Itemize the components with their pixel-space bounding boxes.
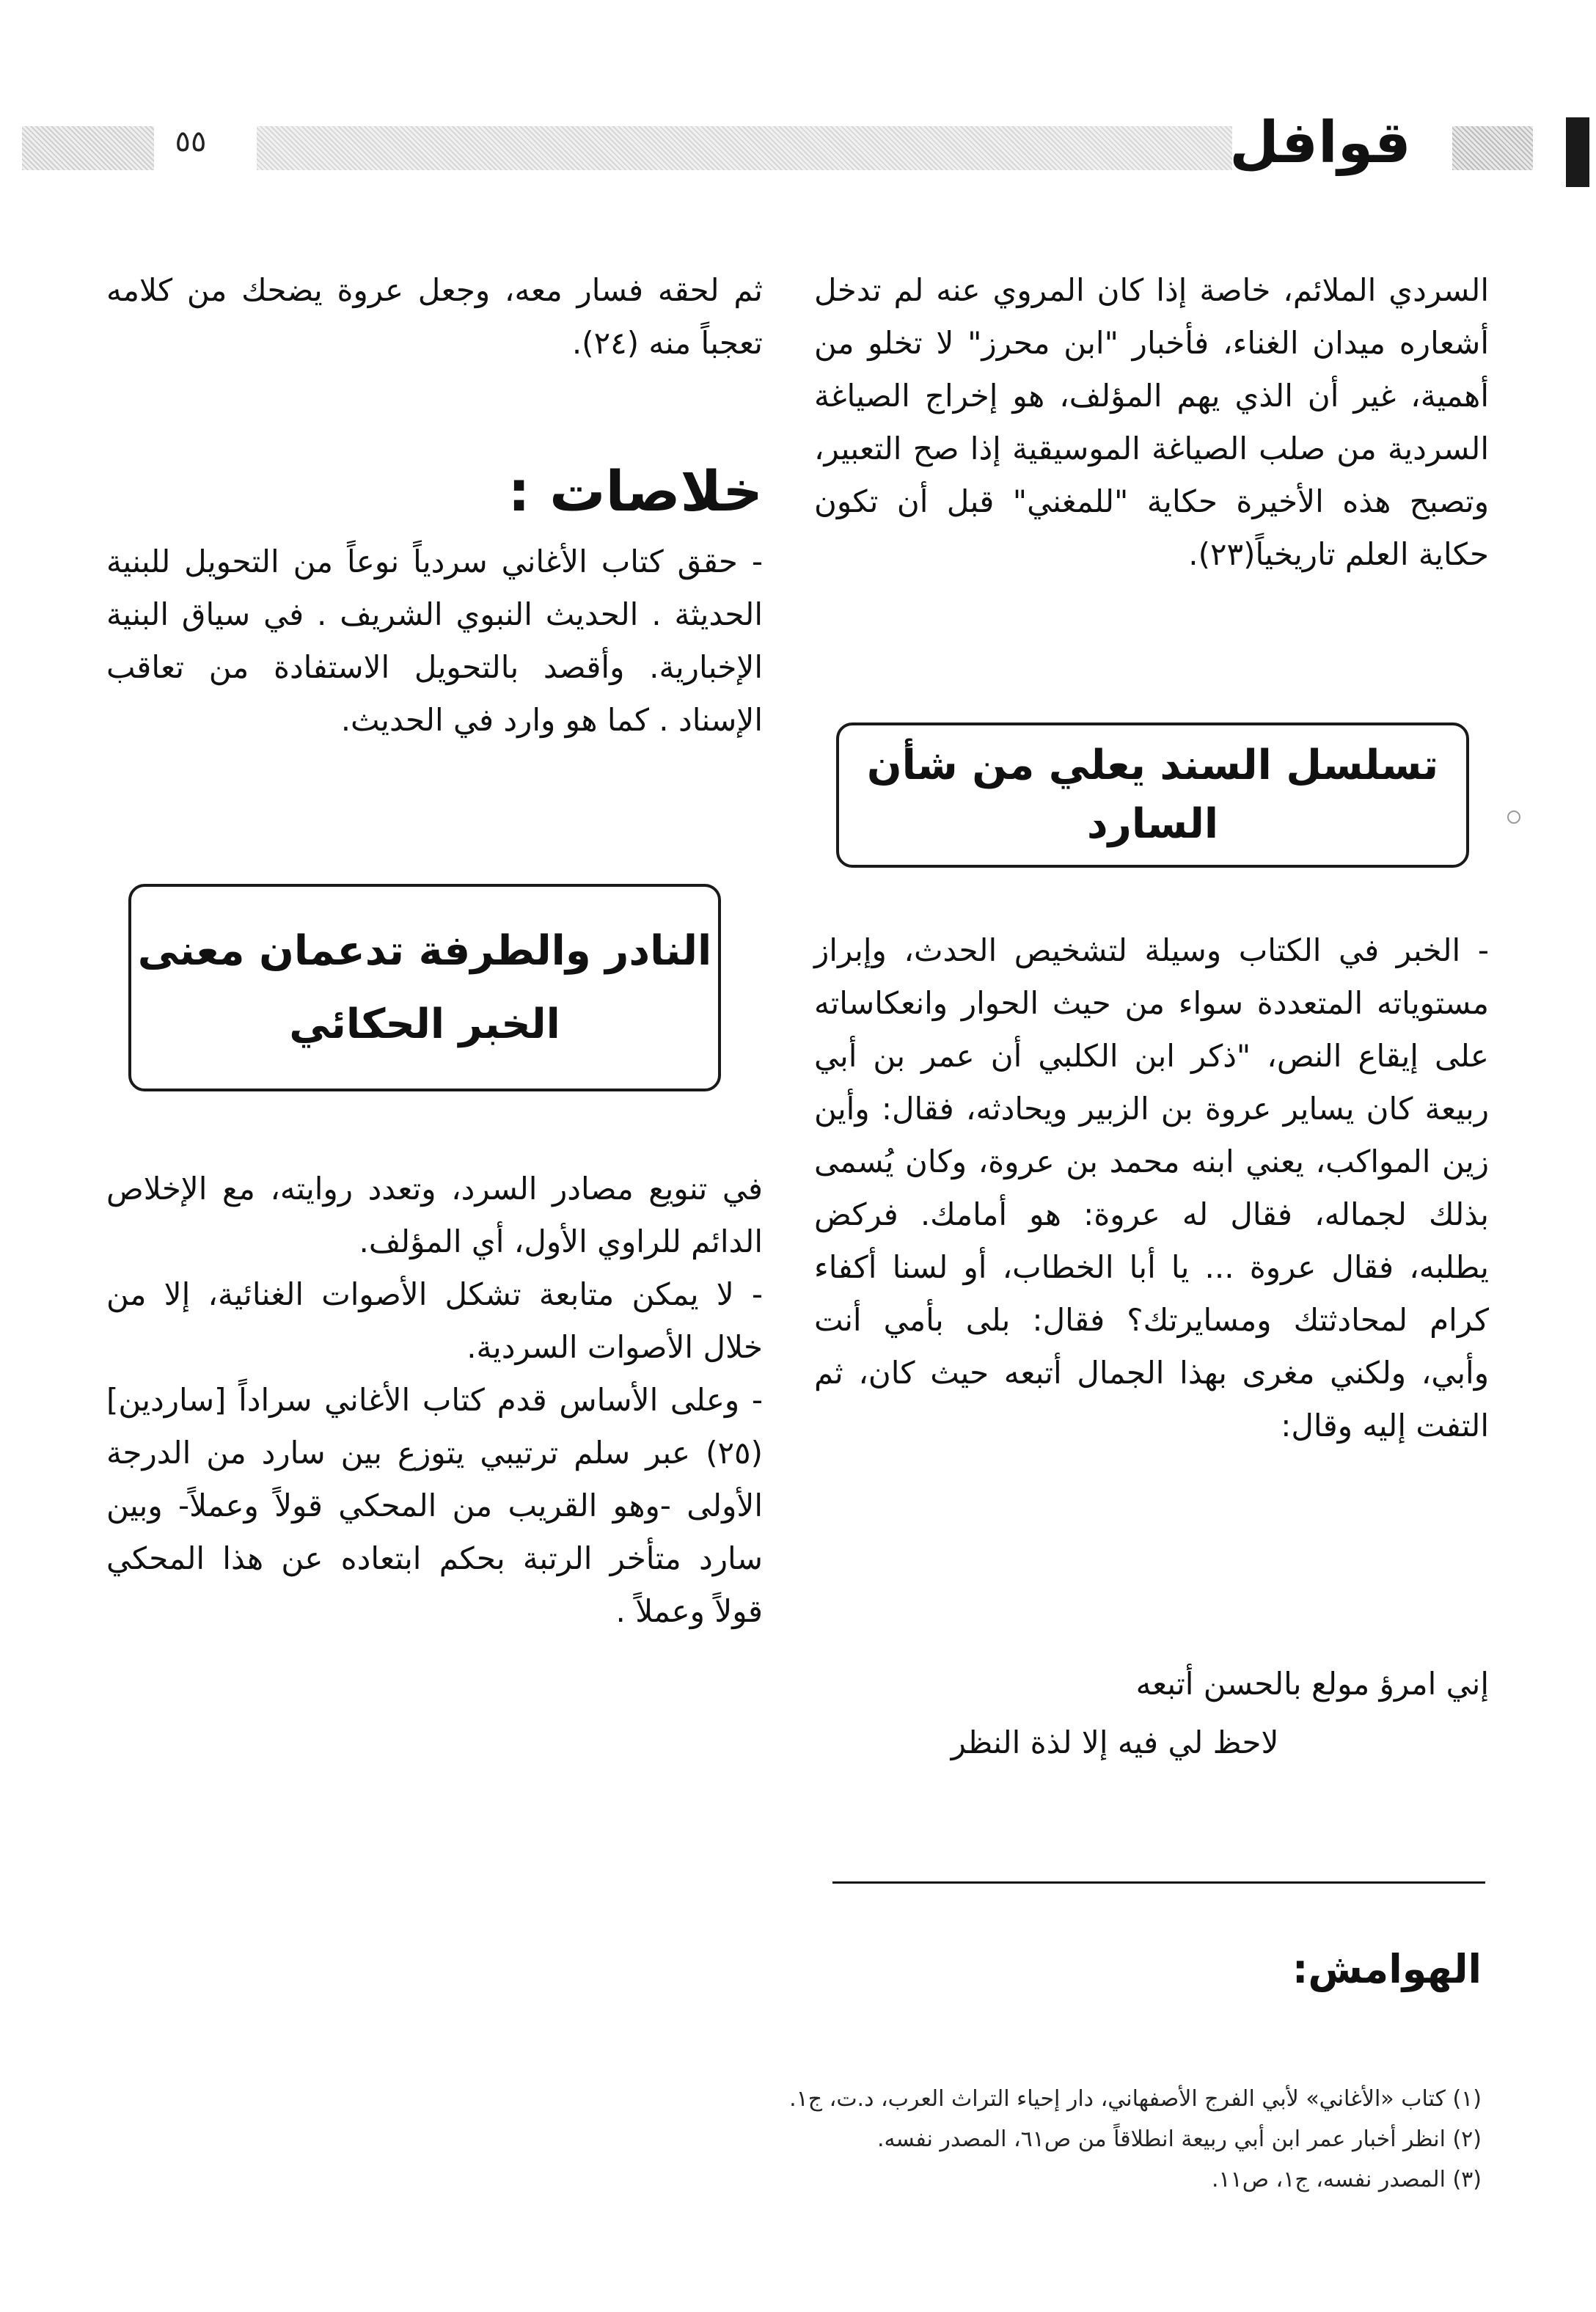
paragraph-text: - الخبر في الكتاب وسيلة لتشخيص الحدث، وإبراز مستوياته المتعددة سواء من حيث الحوار وانعكاساته على إيقاع النص، "ذكر ابن الكلبي أن عمر بن أبي ربيعة كان يساير عروة بن الزبير ويحادثه، فقال: وأين زين المواكب، يعني ابنه محمد بن عروة، وكان يُسمى بذلك لجماله، فقال له عروة: هو أمامك. فركض يطلبه، فقال عروة ... يا أبا الخطاب، أو لسنا أكفاء كرام لمحادثتك ومسايرتك؟ فقال: بلى بأمي أنت وأبي، ولكني مغرى بهذا الجمال أتبعه حيث كان، ثم التفت إليه وقال: <box>814 932 1489 1444</box>
paragraph-text: - لا يمكن متابعة تشكل الأصوات الغنائية، إلا من خلال الأصوات السردية. <box>106 1276 763 1365</box>
pullquote-line-1: النادر والطرفة تدعمان معنى <box>137 926 712 975</box>
left-column-paragraph-1 <box>106 264 763 370</box>
section-heading: خلاصات : <box>508 458 763 524</box>
pullquote-line-2: الخبر الحكائي <box>289 1000 560 1048</box>
footnote-item: (٣) المصدر نفسه، ج١، ص١١. <box>1211 2167 1482 2192</box>
poem-line-1: إني امرؤ مولع بالحسن أتبعه <box>1135 1666 1489 1702</box>
pullquote-box-left <box>128 884 721 1091</box>
pullquote-box-right <box>836 722 1469 868</box>
header-pattern-left <box>22 126 154 170</box>
poem-line-2: لاحظ لي فيه إلا لذة النظر <box>951 1724 1279 1760</box>
paragraph-text: السردي الملائم، خاصة إذا كان المروي عنه لم تدخل أشعاره ميدان الغناء، فأخبار "ابن محرز" لا تخلو من أهمية، غير أن الذي يهم المؤلف، هو إخراج الصياغة السردية من صلب الصياغة الموسيقية إذا صح التعبير، وتصبح هذه الأخيرة حكاية "للمغني" قبل أن تكون حكاية العلم تاريخياً(٢٣). <box>814 272 1489 572</box>
margin-mark <box>1507 811 1520 824</box>
footnote-item: (١) كتاب «الأغاني» لأبي الفرج الأصفهاني، دار إحياء التراث العرب، د.ت، ج١. <box>789 2086 1482 2112</box>
footnote-item: (٢) انظر أخبار عمر ابن أبي ربيعة انطلاقاً من ص٦١، المصدر نفسه. <box>876 2126 1482 2152</box>
magazine-name: قوافل <box>1229 110 1411 176</box>
header-edge-mark <box>1566 117 1589 187</box>
right-column-paragraph-1 <box>814 264 1489 581</box>
footnote-divider <box>832 1881 1485 1884</box>
paragraph-text: ثم لحقه فسار معه، وجعل عروة يضحك من كلامه تعجباً منه (٢٤). <box>106 272 763 361</box>
right-column-paragraph-2 <box>814 924 1489 1452</box>
left-column-paragraphs <box>106 1163 763 1638</box>
paragraph-text: - حقق كتاب الأغاني سردياً نوعاً من التحويل للبنية الحديثة . الحديث النبوي الشريف . في سياق البنية الإخبارية. وأقصد بالتحويل الاستفادة من تعاقب الإسناد . كما هو وارد في الحديث. <box>106 544 763 738</box>
left-column-paragraph-2 <box>106 535 763 747</box>
page-number: ٥٥ <box>175 125 207 158</box>
header-pattern-middle <box>257 126 1232 170</box>
paragraph-text: في تنويع مصادر السرد، وتعدد روايته، مع الإخلاص الدائم للراوي الأول، أي المؤلف. <box>106 1171 763 1259</box>
pullquote-text: تسلسل السند يعلي من شأن السارد <box>866 742 1439 848</box>
header-pattern-right <box>1452 126 1533 170</box>
paragraph-text: - وعلى الأساس قدم كتاب الأغاني سراداً [ساردين] (٢٥) عبر سلم ترتيبي يتوزع بين سارد من الدرجة الأولى -وهو القريب من المحكي قولاً وعملاً- وبين سارد متأخر الرتبة بحكم ابتعاده عن هذا المحكي قولاً وعملاً . <box>106 1382 763 1629</box>
footnotes-heading: الهوامش: <box>1292 1946 1482 1992</box>
